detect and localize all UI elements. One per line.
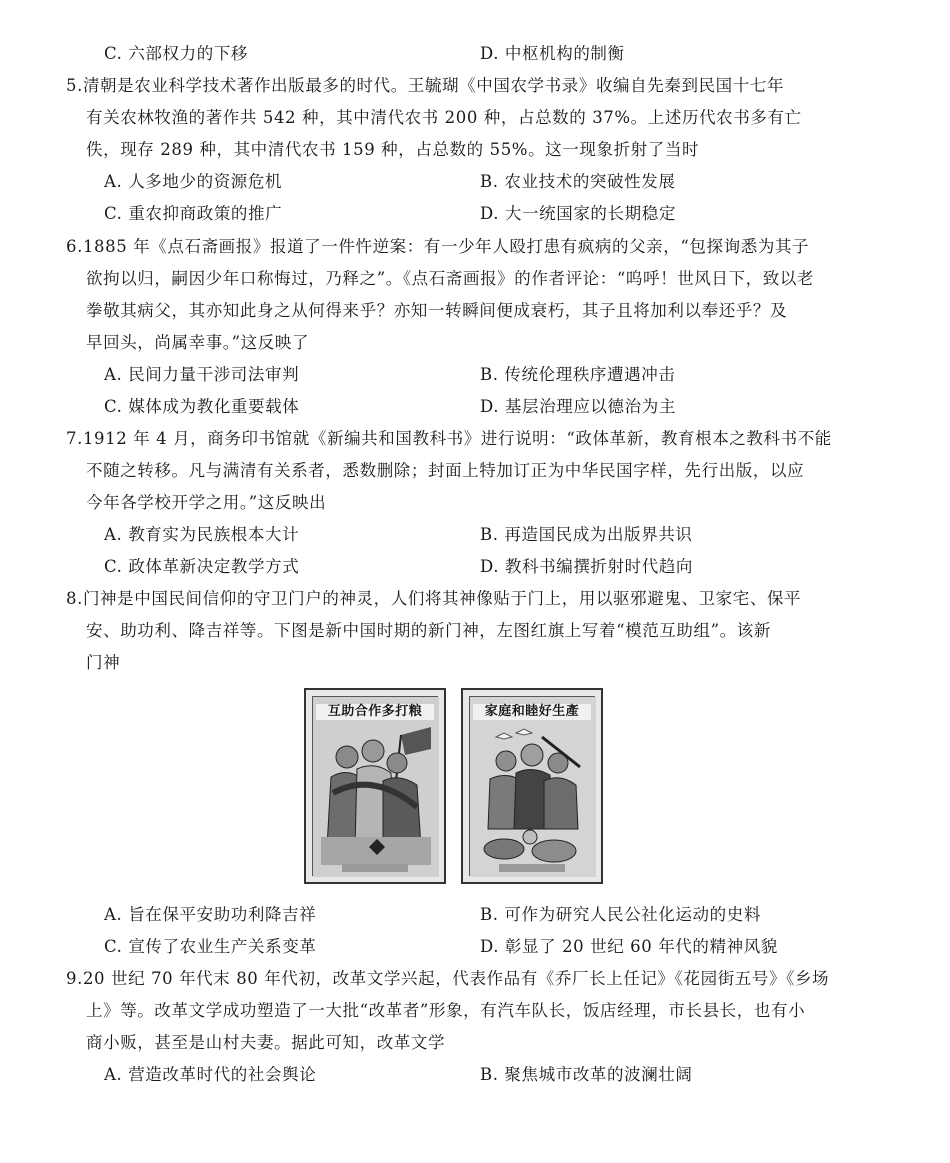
q8-option-b: B. 可作为研究人民公社化运动的史料: [480, 905, 761, 924]
q6-stem-line-2: 欲拘以归，嗣因少年口称悔过，乃释之”。《点石斋画报》的作者评论：“呜呼！世风日下，致以老: [86, 269, 815, 288]
q9-stem-line-1: 9.20 世纪 70 年代末 80 年代初，改革文学兴起，代表作品有《乔厂长上任记》《花园街五号》《乡场: [66, 969, 830, 988]
q5-option-b: B. 农业技术的突破性发展: [480, 172, 676, 191]
poster-family-illustration: [470, 697, 596, 877]
door-god-poster-right: [461, 688, 603, 884]
q8-option-c: C. 宣传了农业生产关系变革: [104, 937, 317, 956]
q7-option-c: C. 政体革新决定教学方式: [104, 557, 300, 576]
q7-option-d: D. 教科书编撰折射时代趋向: [480, 557, 694, 576]
q7-stem-line-1: 7.1912 年 4 月，商务印书馆就《新编共和国教科书》进行说明：“政体革新，教育根本之教科书不能: [66, 429, 832, 448]
poster-left-caption-band: [342, 864, 408, 872]
q6-stem-line-4: 早回头，尚属幸事。”这反映了: [86, 333, 310, 352]
poster-figures-illustration: [313, 697, 439, 877]
q6-option-a: A. 民间力量干涉司法审判: [104, 365, 300, 384]
q7-stem-line-3: 今年各学校开学之用。”这反映出: [86, 493, 327, 512]
q7-stem-line-2: 不随之转移。凡与满清有关系者，悉数删除；封面上特加订正为中华民国字样，先行出版，以应: [86, 461, 805, 480]
q4-option-c: C. 六部权力的下移: [104, 44, 249, 63]
q8-option-a: A. 旨在保平安助功利降吉祥: [104, 905, 317, 924]
door-god-poster-left: [304, 688, 446, 884]
q6-stem-line-3: 拳敬其病父，其亦知此身之从何得来乎？亦知一转瞬间便成衰朽，其子且将加利以奉还乎？及: [86, 301, 788, 320]
poster-frame: [312, 696, 438, 876]
q6-option-c: C. 媒体成为教化重要载体: [104, 397, 300, 416]
q5-stem-line-1: 5.清朝是农业科学技术著作出版最多的时代。王毓瑚《中国农学书录》收编自先秦到民国十七年: [66, 76, 785, 95]
poster-right-caption-band: [499, 864, 565, 872]
q8-stem-line-2: 安、助功利、降吉祥等。下图是新中国时期的新门神，左图红旗上写着“模范互助组”。该新: [86, 621, 771, 640]
q6-option-d: D. 基层治理应以德治为主: [480, 397, 676, 416]
poster-left-title: 互助合作多打粮: [316, 704, 434, 720]
q9-option-b: B. 聚焦城市改革的波澜壮阔: [480, 1065, 693, 1084]
q7-option-b: B. 再造国民成为出版界共识: [480, 525, 693, 544]
q7-option-a: A. 教育实为民族根本大计: [104, 525, 300, 544]
q9-stem-line-3: 商小贩，甚至是山村夫妻。据此可知，改革文学: [86, 1033, 446, 1052]
q6-option-b: B. 传统伦理秩序遭遇冲击: [480, 365, 676, 384]
poster-frame: [469, 696, 595, 876]
q8-stem-line-3: 门神: [86, 653, 121, 672]
q4-option-d: D. 中枢机构的制衡: [480, 44, 625, 63]
q5-stem-line-2: 有关农林牧渔的著作共 542 种，其中清代农书 200 种，占总数的 37%。上述历代农书多有亡: [86, 108, 802, 127]
q6-stem-line-1: 6.1885 年《点石斋画报》报道了一件忤逆案：有一少年人殴打患有疯病的父亲，“包探询悉为其子: [66, 237, 810, 256]
q5-option-c: C. 重农抑商政策的推广: [104, 204, 283, 223]
q9-stem-line-2: 上》等。改革文学成功塑造了一大批“改革者”形象，有汽车队长，饭店经理，市长县长，也有小: [86, 1001, 806, 1020]
poster-right-title: 家庭和睦好生產: [473, 704, 591, 720]
q5-option-a: A. 人多地少的资源危机: [104, 172, 283, 191]
q5-option-d: D. 大一统国家的长期稳定: [480, 204, 676, 223]
q8-stem-line-1: 8.门神是中国民间信仰的守卫门户的神灵，人们将其神像贴于门上，用以驱邪避鬼、卫家宅、保平: [66, 589, 802, 608]
q5-stem-line-3: 佚，现存 289 种，其中清代农书 159 种，占总数的 55%。这一现象折射了当时: [86, 140, 700, 159]
q9-option-a: A. 营造改革时代的社会舆论: [104, 1065, 317, 1084]
q8-option-d: D. 彰显了 20 世纪 60 年代的精神风貌: [480, 937, 778, 956]
